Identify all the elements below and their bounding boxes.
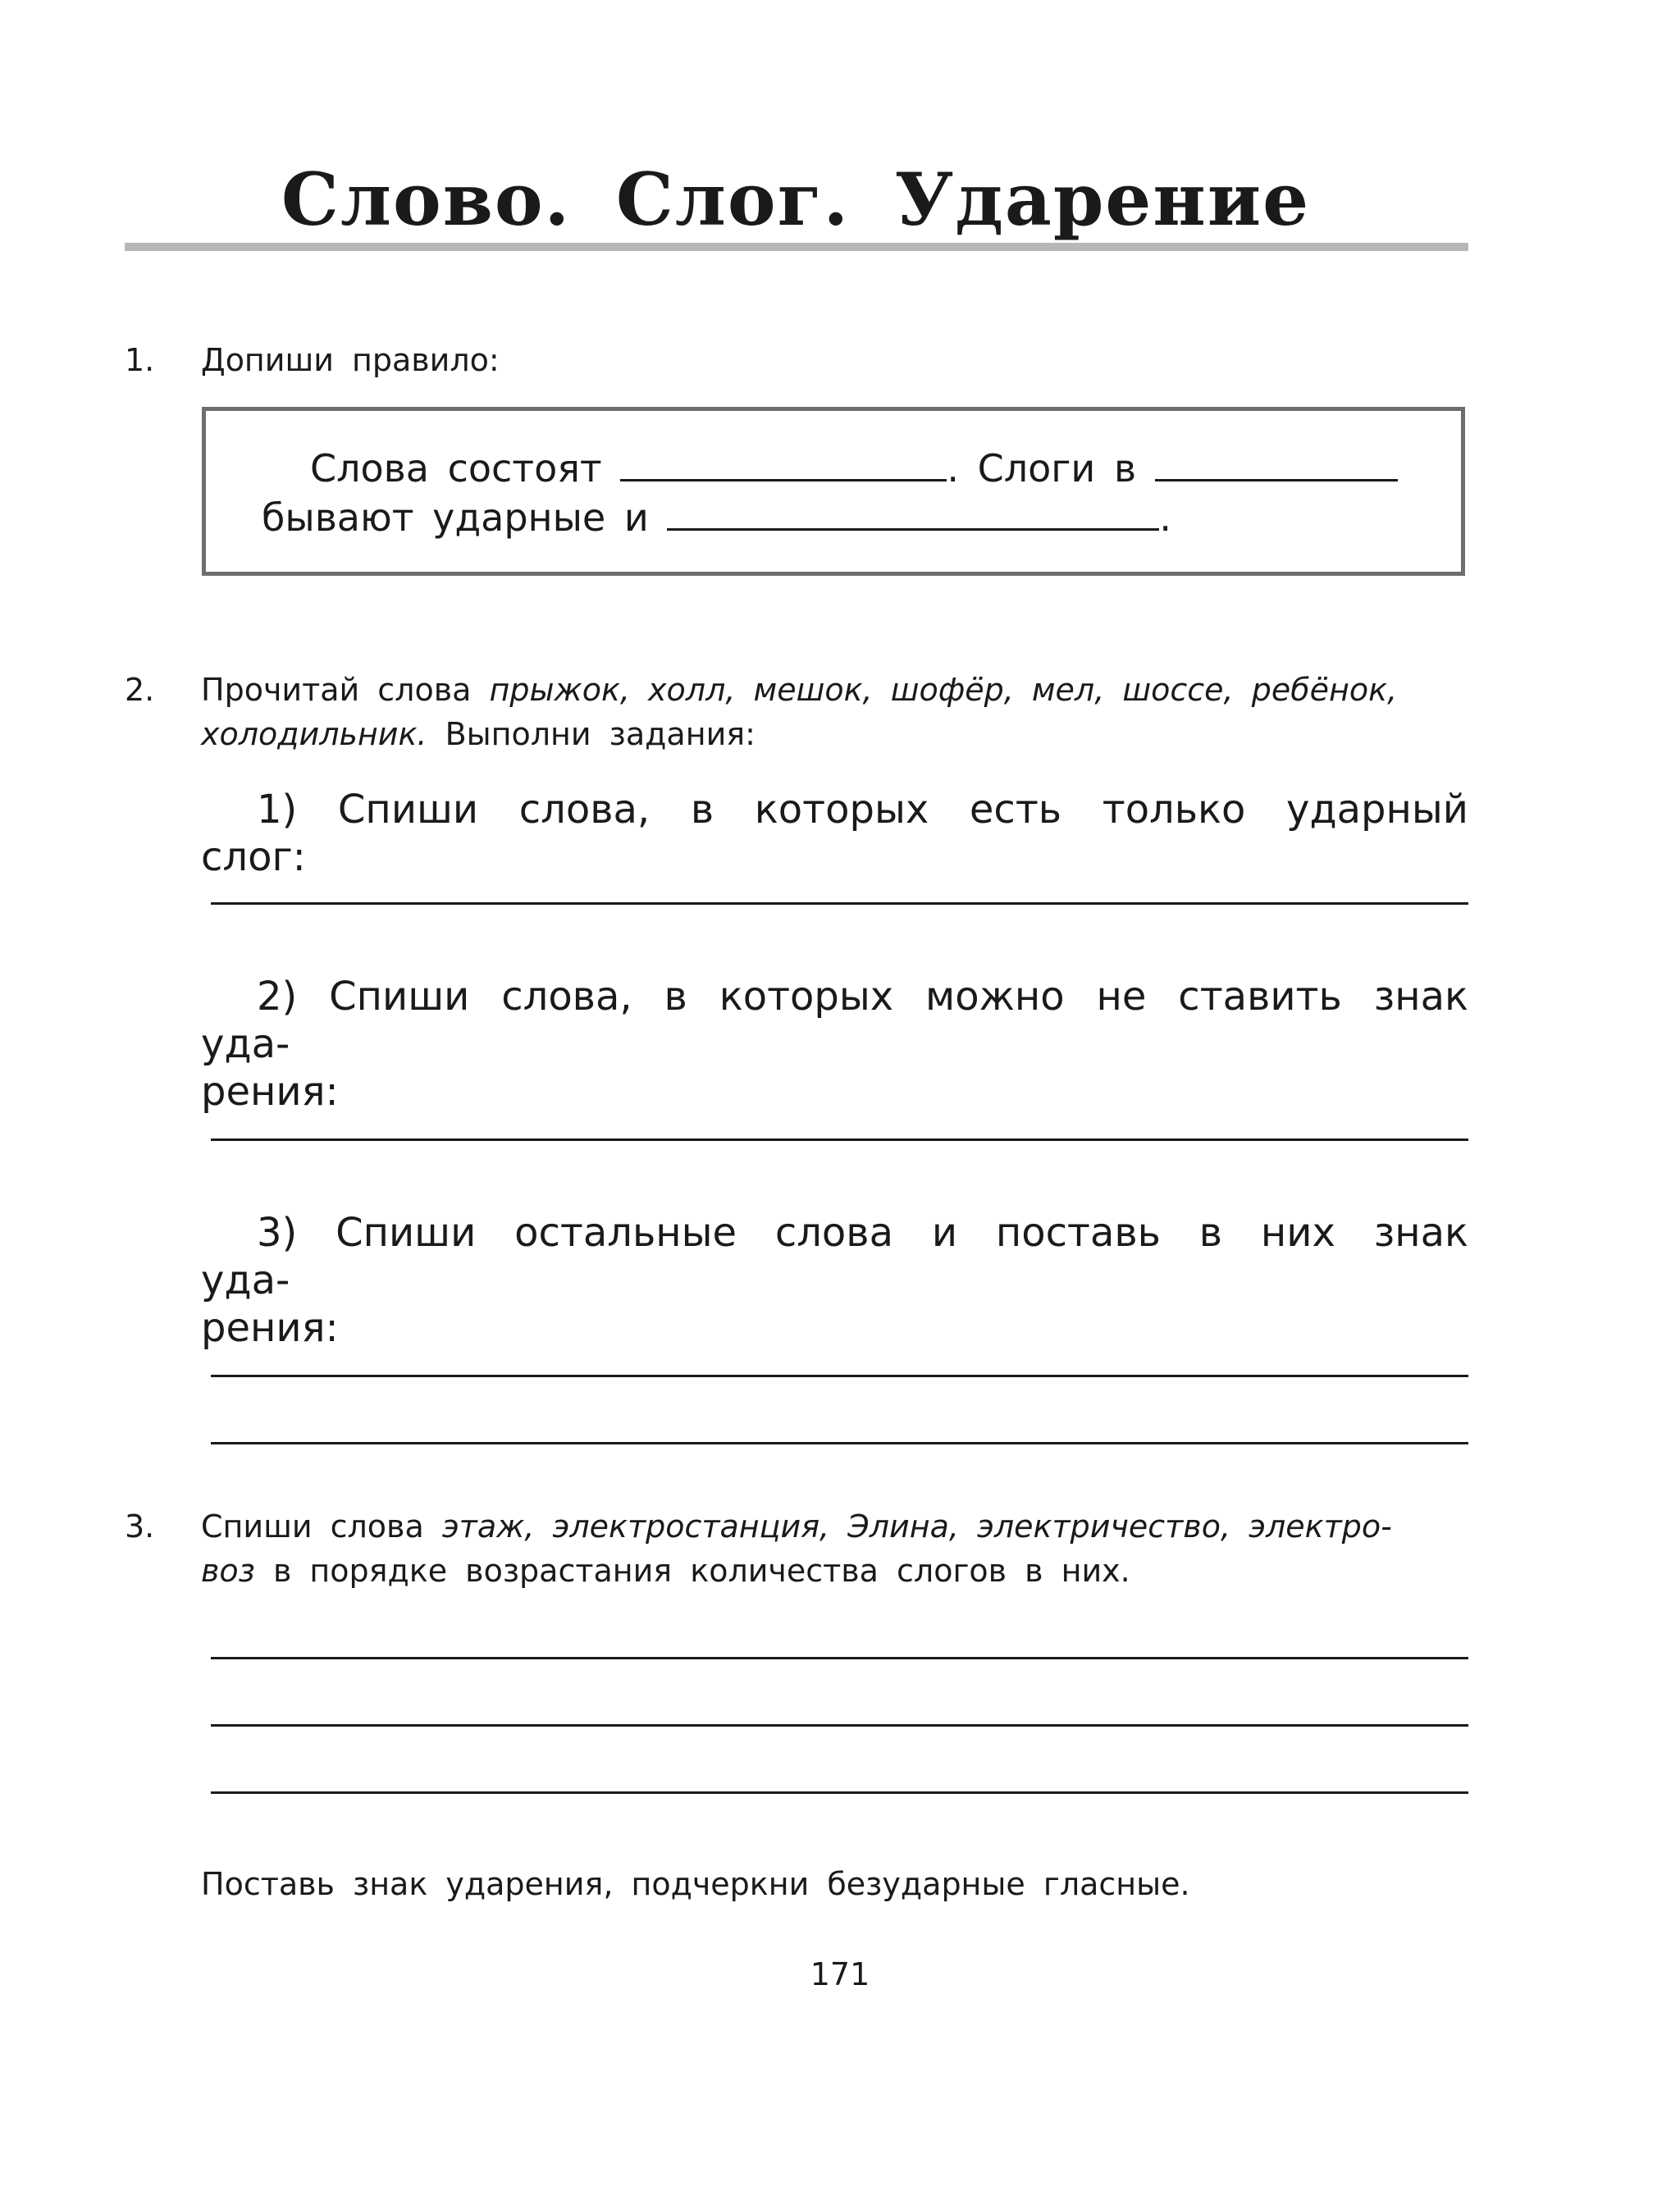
answer-line[interactable]: [211, 1442, 1468, 1444]
task-2-text: [201, 668, 1468, 756]
task-2-instruction: Выполни задания:: [445, 716, 756, 752]
task-2-subtask-1: 1) Спиши слова, в которых есть только ударный слог:: [201, 787, 1468, 880]
fill-in-blank[interactable]: [620, 445, 947, 481]
page-title: Слово. Слог. Ударение: [281, 157, 1311, 242]
task-3-words: этаж, электростанция, Элина, электричество, электро-: [441, 1508, 1392, 1545]
task-2-number: 2.: [125, 672, 155, 708]
subtask-2-line-2: рения:: [201, 1069, 339, 1115]
rule-text-part: Слова состоят: [310, 446, 602, 491]
answer-line[interactable]: [211, 1657, 1468, 1659]
rule-text-part: . Слоги в: [947, 446, 1137, 491]
fill-in-blank[interactable]: [1155, 445, 1398, 481]
task-2-intro: Прочитай слова: [201, 672, 472, 708]
answer-line[interactable]: [211, 1375, 1468, 1377]
task-3-text: [201, 1504, 1468, 1593]
rule-box: [202, 407, 1465, 576]
task-2-words: прыжок, холл, мешок, шофёр, мел, шоссе, ребёнок,: [489, 672, 1398, 708]
task-3-number: 3.: [125, 1508, 155, 1545]
task-2-subtask-3: [201, 1209, 1468, 1352]
fill-in-blank[interactable]: [667, 494, 1159, 531]
subtask-2-line-1: 2) Спиши слова, в которых можно не ставить знак уда-: [201, 974, 1468, 1067]
task-3-words-cont: воз: [201, 1553, 255, 1589]
rule-line-2: [262, 493, 1171, 542]
page-number: 171: [810, 1956, 870, 1992]
answer-line[interactable]: [211, 902, 1468, 905]
title-underline: [125, 243, 1468, 251]
task-3-instruction: в порядке возрастания количества слогов в них.: [272, 1553, 1130, 1589]
subtask-3-line-1: 3) Спиши остальные слова и поставь в них знак уда-: [201, 1210, 1468, 1303]
answer-line[interactable]: [211, 1139, 1468, 1141]
rule-line-1: [310, 444, 1398, 493]
task-2-subtask-2: [201, 973, 1468, 1116]
task-3-intro: Спиши слова: [201, 1508, 424, 1545]
subtask-3-line-2: рения:: [201, 1305, 339, 1351]
task-3-note: Поставь знак ударения, подчеркни безударные гласные.: [201, 1866, 1190, 1902]
answer-line[interactable]: [211, 1724, 1468, 1727]
answer-line[interactable]: [211, 1791, 1468, 1794]
task-1-text: Допиши правило:: [201, 342, 500, 378]
rule-text-part: бывают ударные и: [262, 495, 649, 540]
task-2-words-cont: холодильник.: [201, 716, 427, 752]
rule-text-part: .: [1159, 495, 1172, 540]
task-1-number: 1.: [125, 342, 155, 378]
